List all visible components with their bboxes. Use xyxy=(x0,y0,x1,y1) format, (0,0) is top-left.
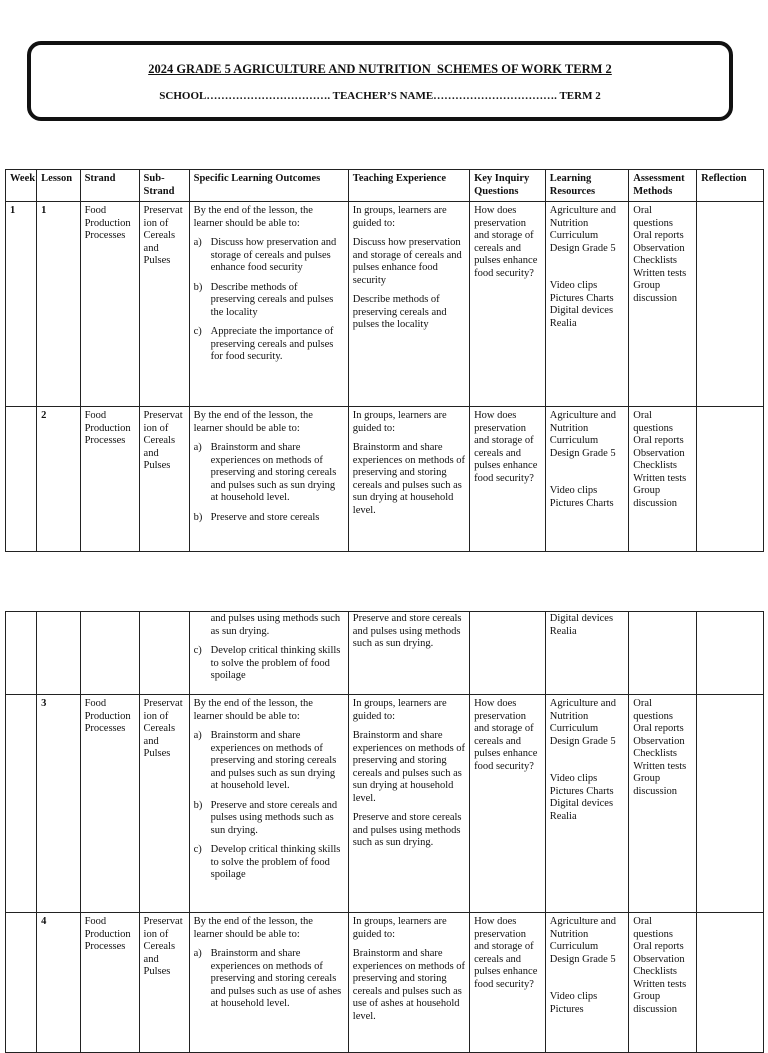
reflection-cell xyxy=(697,695,764,913)
strand-cell xyxy=(80,612,139,695)
week-cell xyxy=(6,612,37,695)
week-cell xyxy=(6,913,37,1053)
resources-list: Video clips Pictures Charts xyxy=(549,485,614,509)
experience-paragraph: Brainstorm and share experiences on methods of preserving and storing cereals and pulses such as sun drying at household level. xyxy=(352,730,466,804)
header-reflection: Reflection xyxy=(697,170,764,202)
strand-cell: Food Production Processes xyxy=(80,407,139,552)
header-specific-learning-outcomes: Specific Learning Outcomes xyxy=(189,170,348,202)
resources-cell xyxy=(545,407,628,552)
experience-cell xyxy=(348,612,469,695)
inquiry-question-cell: How does preservation and storage of cereals and pulses enhance food security? xyxy=(470,202,546,407)
header-teaching-experience: Teaching Experience xyxy=(348,170,469,202)
list-marker: a) xyxy=(193,948,202,959)
list-item xyxy=(194,800,344,838)
outcomes-cell xyxy=(189,407,348,552)
outcome-text: Brainstorm and share experiences on methods of preserving and storing cereals and pulses such as sun drying at household level. xyxy=(210,730,337,791)
header-sub-strand: Sub-Strand xyxy=(139,170,189,202)
outcomes-cell xyxy=(189,695,348,913)
list-marker: b) xyxy=(193,511,203,523)
resources-design: Agriculture and Nutrition Curriculum Design Grade 5 xyxy=(549,698,616,747)
table-row-continuation xyxy=(6,612,764,695)
header-strand: Strand xyxy=(80,170,139,202)
reflection-cell xyxy=(697,407,764,552)
list-item xyxy=(194,948,344,1011)
table-row xyxy=(6,202,764,407)
experience-paragraph: Preserve and store cereals and pulses using methods such as sun drying. xyxy=(352,812,462,848)
outcome-text: Develop critical thinking skills to solve the problem of food spoilage xyxy=(210,844,341,880)
reflection-cell xyxy=(697,202,764,407)
experience-paragraph: Preserve and store cereals and pulses using methods such as sun drying. xyxy=(352,613,462,649)
outcome-text: Discuss how preservation and storage of cereals and pulses enhance food security xyxy=(210,237,337,273)
outcome-text: and pulses using methods such as sun drying. xyxy=(210,613,341,637)
outcome-text: Preserve and store cereals xyxy=(210,511,320,523)
list-marker: b) xyxy=(193,281,203,293)
list-item xyxy=(194,730,344,793)
resources-design: Agriculture and Nutrition Curriculum Design Grade 5 xyxy=(549,410,616,459)
experience-paragraph: In groups, learners are guided to: xyxy=(352,410,447,434)
list-marker: c) xyxy=(193,844,202,855)
outcomes-list xyxy=(194,237,344,364)
outcomes-cell xyxy=(189,612,348,695)
outcomes-list xyxy=(194,948,344,1011)
table-header-row xyxy=(6,170,764,202)
list-marker: a) xyxy=(193,237,202,248)
outcomes-intro: By the end of the lesson, the learner should be able to: xyxy=(193,410,313,434)
reflection-cell xyxy=(697,612,764,695)
outcome-text: Preserve and store cereals and pulses using methods such as sun drying. xyxy=(210,799,338,836)
resources-design: Agriculture and Nutrition Curriculum Design Grade 5 xyxy=(549,916,616,965)
inquiry-question-cell: How does preservation and storage of cereals and pulses enhance food security? xyxy=(470,913,546,1053)
list-item xyxy=(194,282,344,320)
resources-cell xyxy=(545,695,628,913)
resources-design: Agriculture and Nutrition Curriculum Design Grade 5 xyxy=(549,205,616,254)
table-row xyxy=(6,407,764,552)
outcomes-intro: By the end of the lesson, the learner should be able to: xyxy=(193,916,313,940)
list-marker: b) xyxy=(193,799,203,811)
outcomes-intro: By the end of the lesson, the learner should be able to: xyxy=(193,698,313,722)
list-item xyxy=(194,844,344,882)
list-item xyxy=(194,645,344,683)
resources-cell xyxy=(545,202,628,407)
list-item xyxy=(194,326,344,364)
table-row xyxy=(6,695,764,913)
resources-cell xyxy=(545,913,628,1053)
strand-cell: Food Production Processes xyxy=(80,695,139,913)
outcomes-cell xyxy=(189,913,348,1053)
experience-paragraph: Brainstorm and share experiences on methods of preserving and storing cereals and pulses such as use of ashes at household level. xyxy=(352,948,466,1022)
reflection-cell xyxy=(697,913,764,1053)
week-cell xyxy=(6,695,37,913)
outcomes-list xyxy=(194,442,344,524)
inquiry-question-cell: How does preservation and storage of cereals and pulses enhance food security? xyxy=(470,407,546,552)
week-cell: 1 xyxy=(6,202,37,407)
experience-paragraph: Discuss how preservation and storage of cereals and pulses enhance food security xyxy=(352,237,462,286)
resources-list: Video clips Pictures xyxy=(549,991,598,1015)
strand-cell: Food Production Processes xyxy=(80,913,139,1053)
experience-paragraph: In groups, learners are guided to: xyxy=(352,698,447,722)
resources-cell xyxy=(545,612,628,695)
inquiry-question-cell: How does preservation and storage of cereals and pulses enhance food security? xyxy=(470,695,546,913)
sub-strand-cell: Preservat ion of Cereals and Pulses xyxy=(139,695,189,913)
table-row xyxy=(6,913,764,1053)
sub-strand-cell: Preservat ion of Cereals and Pulses xyxy=(139,913,189,1053)
lesson-cell: 2 xyxy=(37,407,80,552)
list-marker: c) xyxy=(193,326,202,337)
list-marker: a) xyxy=(193,730,202,741)
lesson-cell: 3 xyxy=(37,695,80,913)
outcome-text: Appreciate the importance of preserving cereals and pulses for food security. xyxy=(210,326,334,362)
list-marker: c) xyxy=(193,645,202,656)
assessment-cell: Oral questions Oral reports Observation Checklists Written tests Group discussion xyxy=(629,913,697,1053)
header-learning-resources: Learning Resources xyxy=(545,170,628,202)
experience-cell xyxy=(348,695,469,913)
assessment-cell: Oral questions Oral reports Observation Checklists Written tests Group discussion xyxy=(629,407,697,552)
document-header-box xyxy=(27,41,733,121)
header-key-inquiry-questions: Key Inquiry Questions xyxy=(470,170,546,202)
outcome-text: Describe methods of preserving cereals and pulses the locality xyxy=(210,281,334,318)
assessment-cell: Oral questions Oral reports Observation Checklists Written tests Group discussion xyxy=(629,695,697,913)
inquiry-question-cell xyxy=(470,612,546,695)
resources-list: Video clips Pictures Charts Digital devices Realia xyxy=(549,773,614,822)
experience-paragraph: Brainstorm and share experiences on methods of preserving and storing cereals and pulses such as sun drying at household level. xyxy=(352,442,466,516)
week-cell xyxy=(6,407,37,552)
schemes-table-page-2 xyxy=(5,611,764,1053)
lesson-cell: 4 xyxy=(37,913,80,1053)
resources-list: Video clips Pictures Charts Digital devices Realia xyxy=(549,280,614,329)
experience-cell xyxy=(348,202,469,407)
assessment-cell: Oral questions Oral reports Observation Checklists Written tests Group discussion xyxy=(629,202,697,407)
list-item xyxy=(194,512,344,525)
experience-paragraph: Describe methods of preserving cereals and pulses the locality xyxy=(352,294,447,330)
experience-paragraph: In groups, learners are guided to: xyxy=(352,916,447,940)
resources-list: Digital devices Realia xyxy=(549,613,614,637)
header-lesson: Lesson xyxy=(37,170,80,202)
list-item xyxy=(194,613,344,638)
experience-cell xyxy=(348,407,469,552)
sub-strand-cell xyxy=(139,612,189,695)
document-title: 2024 GRADE 5 AGRICULTURE AND NUTRITION SCHEMES OF WORK TERM 2 xyxy=(148,62,612,76)
lesson-cell xyxy=(37,612,80,695)
experience-paragraph: In groups, learners are guided to: xyxy=(352,205,447,229)
sub-strand-cell: Preservat ion of Cereals and Pulses xyxy=(139,407,189,552)
outcomes-list xyxy=(194,730,344,882)
document-subtitle: SCHOOL……………………………. TEACHER’S NAME……………………………. TERM 2 xyxy=(159,90,601,102)
outcomes-cell xyxy=(189,202,348,407)
header-week: Week xyxy=(6,170,37,202)
outcomes-intro: By the end of the lesson, the learner should be able to: xyxy=(193,205,313,229)
outcome-text: Brainstorm and share experiences on methods of preserving and storing cereals and pulses such as use of ashes at household level. xyxy=(210,948,342,1009)
list-item xyxy=(194,237,344,275)
outcome-text: Develop critical thinking skills to solve the problem of food spoilage xyxy=(210,645,341,681)
outcome-text: Brainstorm and share experiences on methods of preserving and storing cereals and pulses such as sun drying at household level. xyxy=(210,442,337,503)
list-marker: a) xyxy=(193,442,202,453)
list-item xyxy=(194,442,344,505)
strand-cell: Food Production Processes xyxy=(80,202,139,407)
header-assessment-methods: Assessment Methods xyxy=(629,170,697,202)
assessment-cell xyxy=(629,612,697,695)
lesson-cell: 1 xyxy=(37,202,80,407)
sub-strand-cell: Preservat ion of Cereals and Pulses xyxy=(139,202,189,407)
schemes-table-page-1 xyxy=(5,169,764,552)
experience-cell xyxy=(348,913,469,1053)
